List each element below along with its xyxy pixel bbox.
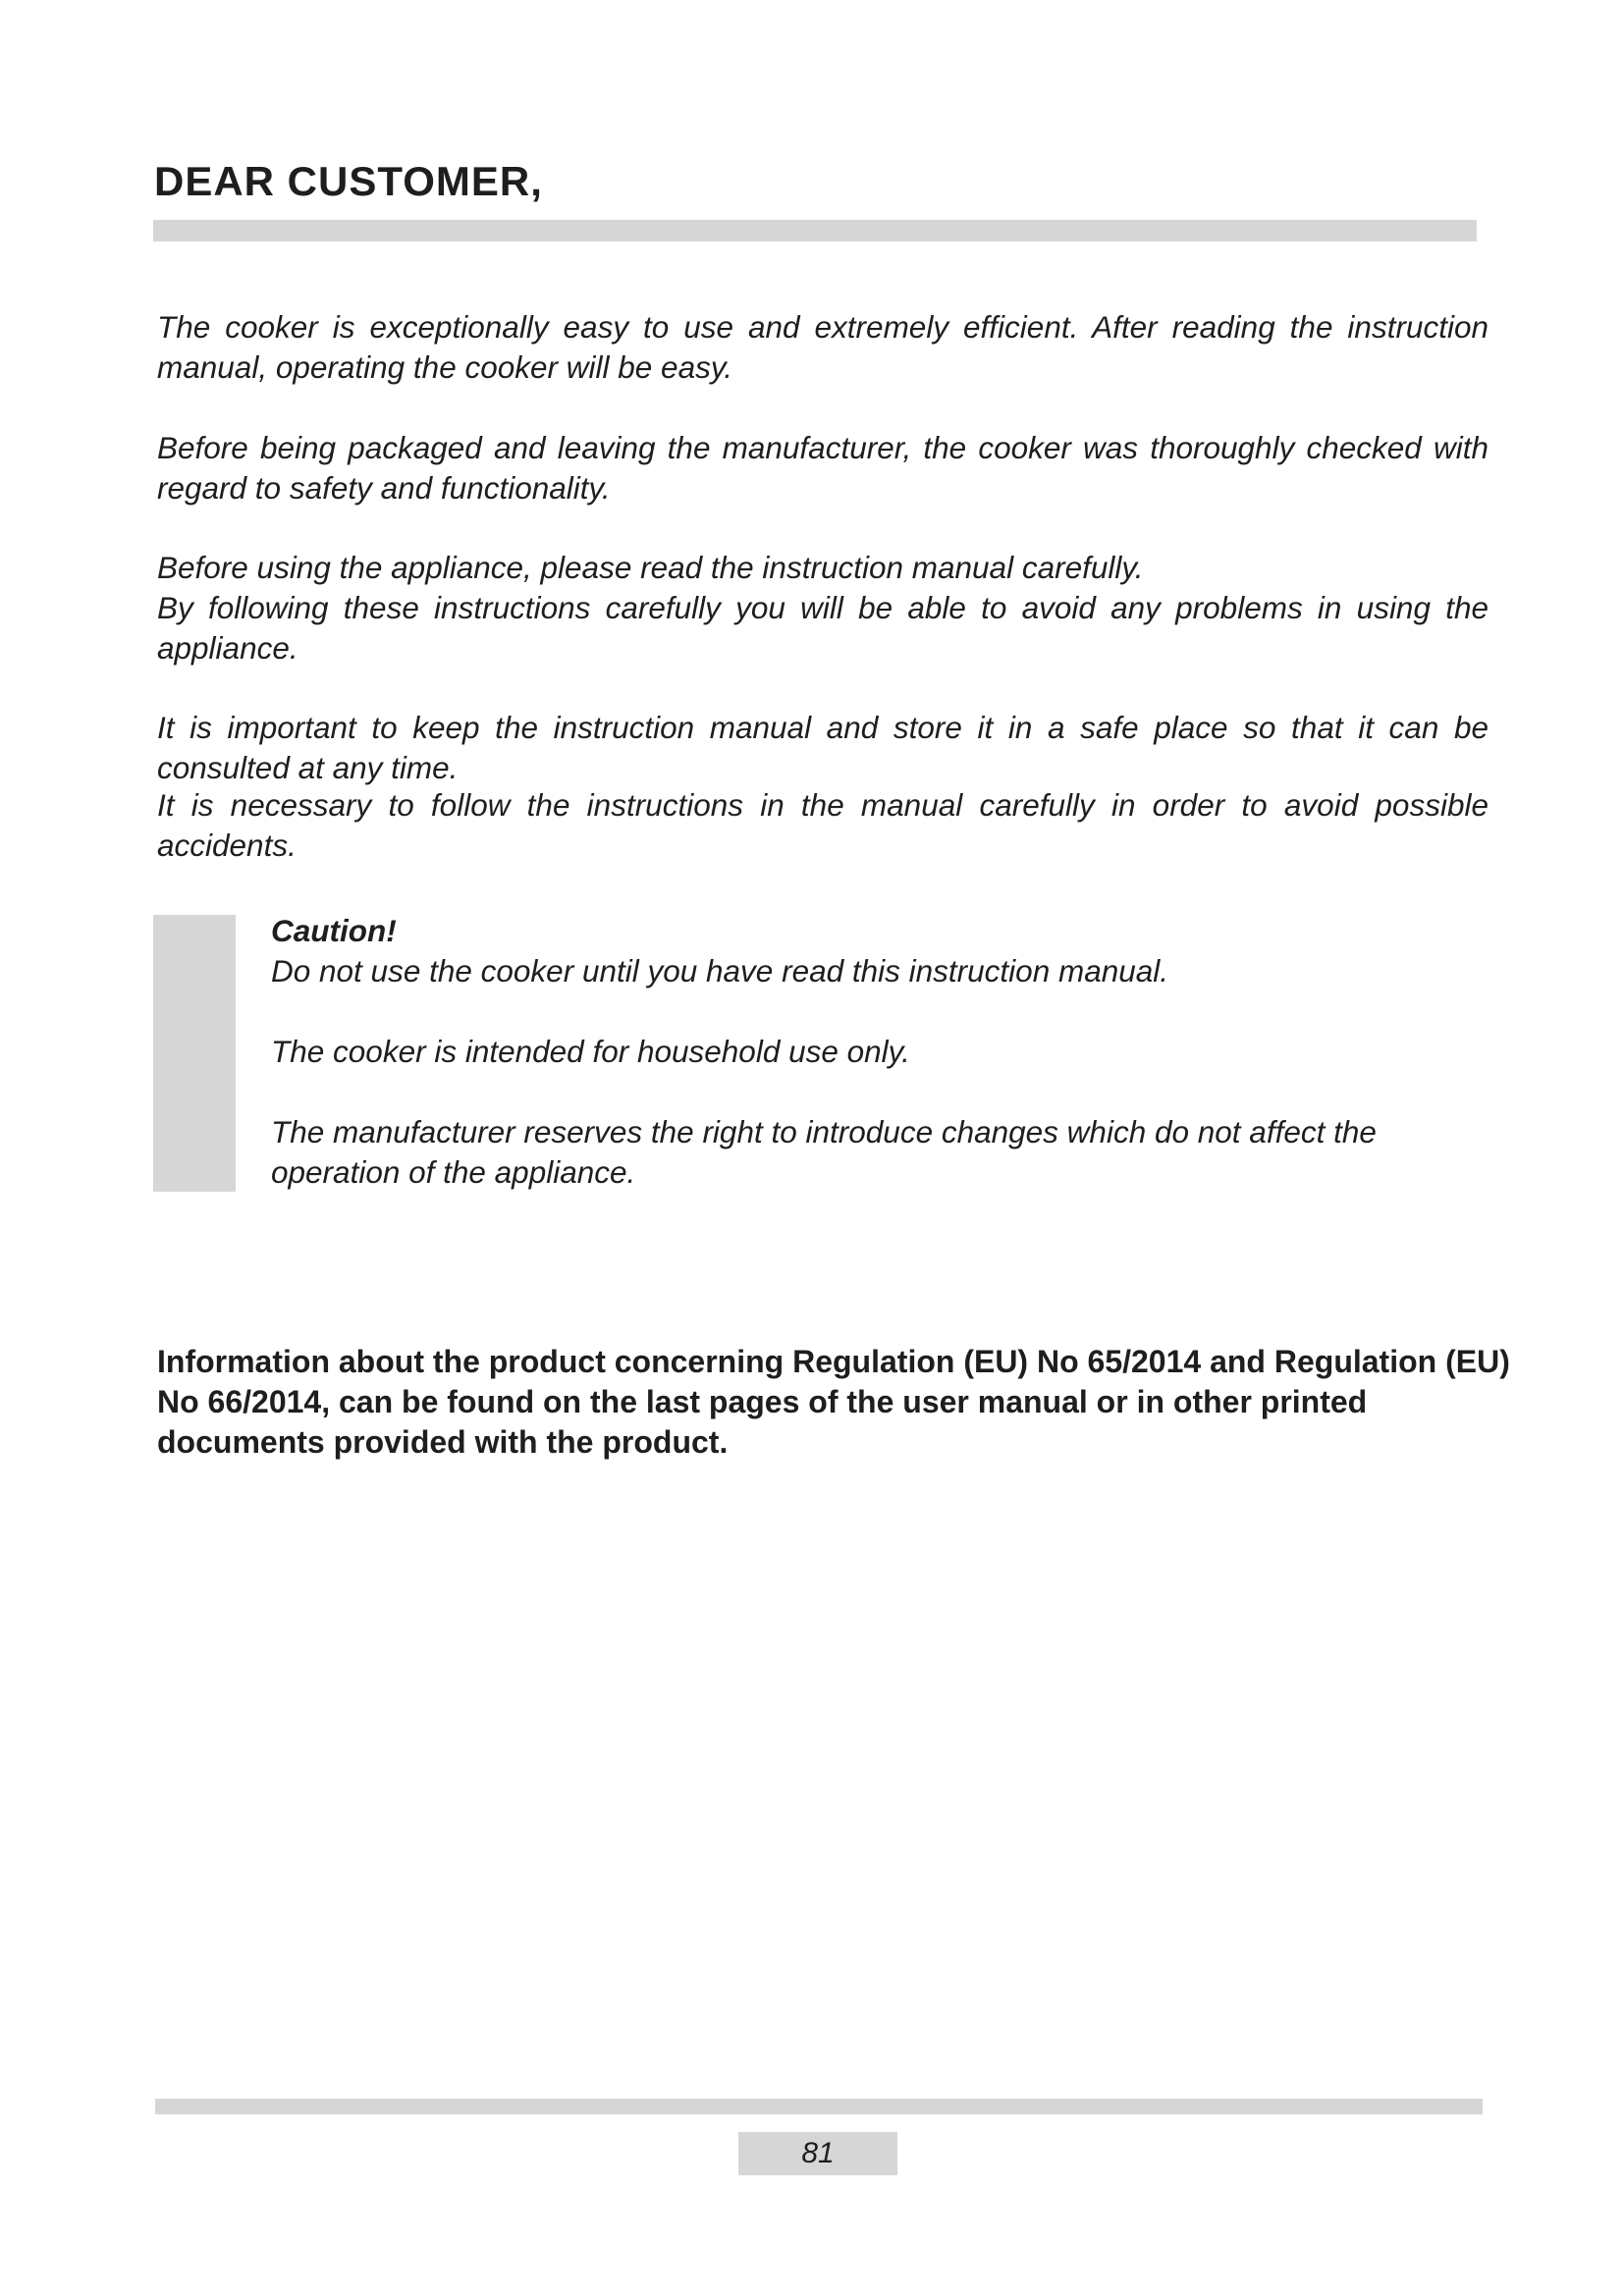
page-title: DEAR CUSTOMER, [154,158,543,204]
intro-paragraph-4a: It is important to keep the instruction manual and store it in a safe place so that it can be consulted at any time. [157,710,1489,785]
intro-paragraph-3b: By following these instructions carefully you will be able to avoid any problems in using the appliance. [157,590,1489,666]
intro-paragraph-3a: Before using the appliance, please read the instruction manual carefully. [157,550,1144,585]
intro-paragraph-2: Before being packaged and leaving the manufacturer, the cooker was thoroughly checked with regard to safety and functionality. [157,430,1489,506]
regulation-info: Information about the product concerning Regulation (EU) No 65/2014 and Regulation (EU) No 66/2014, can be found on the last pages of the user manual or in other printed documents provided with the product. [157,1344,1510,1460]
title-underline-bar [153,220,1477,241]
caution-marker-bar [153,915,236,1192]
page-number: 81 [738,2132,897,2175]
caution-line-3: The manufacturer reserves the right to introduce changes which do not affect the operation of the appliance. [271,1114,1377,1190]
intro-paragraph-1: The cooker is exceptionally easy to use and extremely efficient. After reading the instruction manual, operating the cooker will be easy. [157,309,1489,385]
caution-block [271,911,1469,1193]
intro-paragraph-4b: It is necessary to follow the instructions in the manual carefully in order to avoid possible accidents. [157,787,1489,863]
footer-bar [155,2099,1483,2114]
caution-line-1: Do not use the cooker until you have read this instruction manual. [271,953,1169,988]
caution-title: Caution! [271,913,397,948]
caution-line-2: The cooker is intended for household use only. [271,1034,910,1069]
